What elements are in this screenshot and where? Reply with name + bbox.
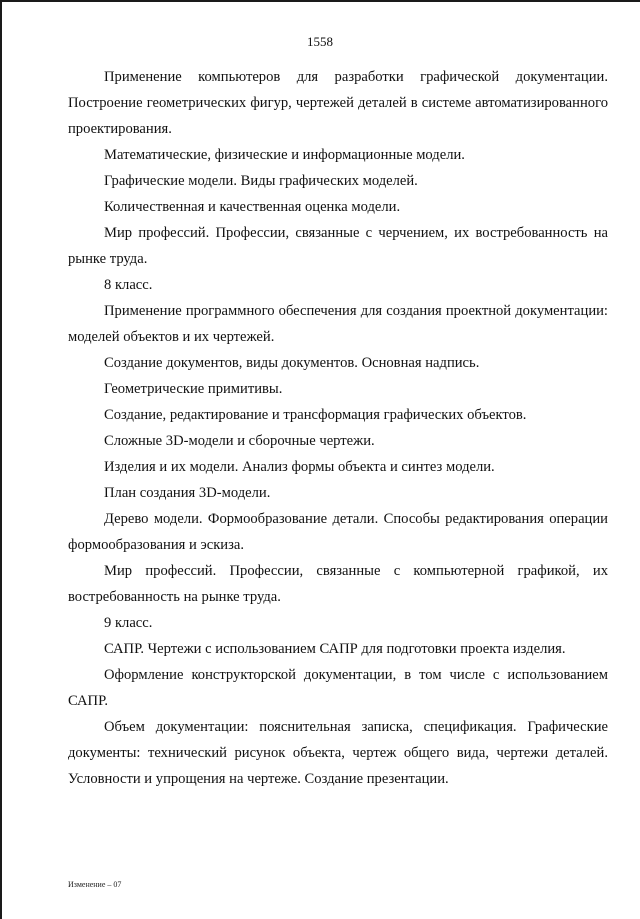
paragraph: Дерево модели. Формообразование детали. Способы редактирования операции формообразования и эскиза. bbox=[68, 511, 608, 553]
grade-heading: 8 класс. bbox=[104, 277, 153, 293]
paragraph: Геометрические примитивы. bbox=[104, 381, 283, 397]
grade-heading: 9 класс. bbox=[104, 615, 153, 631]
paragraph: Графические модели. Виды графических моделей. bbox=[104, 173, 418, 189]
revision-footer: Изменение – 07 bbox=[68, 880, 122, 889]
paragraph: Математические, физические и информационные модели. bbox=[104, 147, 465, 163]
paragraph: САПР. Чертежи с использованием САПР для подготовки проекта изделия. bbox=[104, 641, 566, 657]
paragraph: Применение компьютеров для разработки графической документации. Построение геометрических фигур, чертежей деталей в системе автоматизированного проектирования. bbox=[68, 69, 608, 137]
paragraph: Применение программного обеспечения для создания проектной документации: моделей объектов и их чертежей. bbox=[68, 303, 608, 345]
paragraph: Сложные 3D-модели и сборочные чертежи. bbox=[104, 433, 375, 449]
paragraph: Изделия и их модели. Анализ формы объекта и синтез модели. bbox=[104, 459, 495, 475]
paragraph: Объем документации: пояснительная записка, спецификация. Графические документы: технический рисунок объекта, чертеж общего вида, чертежи деталей. Условности и упрощения на чертеже. Создание презентации. bbox=[68, 719, 608, 787]
page-edge-top bbox=[0, 0, 640, 2]
paragraph: Создание, редактирование и трансформация графических объектов. bbox=[104, 407, 527, 423]
page-number: 1558 bbox=[307, 34, 333, 49]
paragraph: Количественная и качественная оценка модели. bbox=[104, 199, 401, 215]
paragraph: Оформление конструкторской документации, в том числе с использованием САПР. bbox=[68, 667, 608, 709]
paragraph: Создание документов, виды документов. Основная надпись. bbox=[104, 355, 480, 371]
page-edge-left bbox=[0, 0, 2, 919]
document-body bbox=[68, 64, 608, 792]
paragraph: Мир профессий. Профессии, связанные с черчением, их востребованность на рынке труда. bbox=[68, 225, 608, 267]
paragraph: План создания 3D-модели. bbox=[104, 485, 271, 501]
paragraph: Мир профессий. Профессии, связанные с компьютерной графикой, их востребованность на рынке труда. bbox=[68, 563, 608, 605]
